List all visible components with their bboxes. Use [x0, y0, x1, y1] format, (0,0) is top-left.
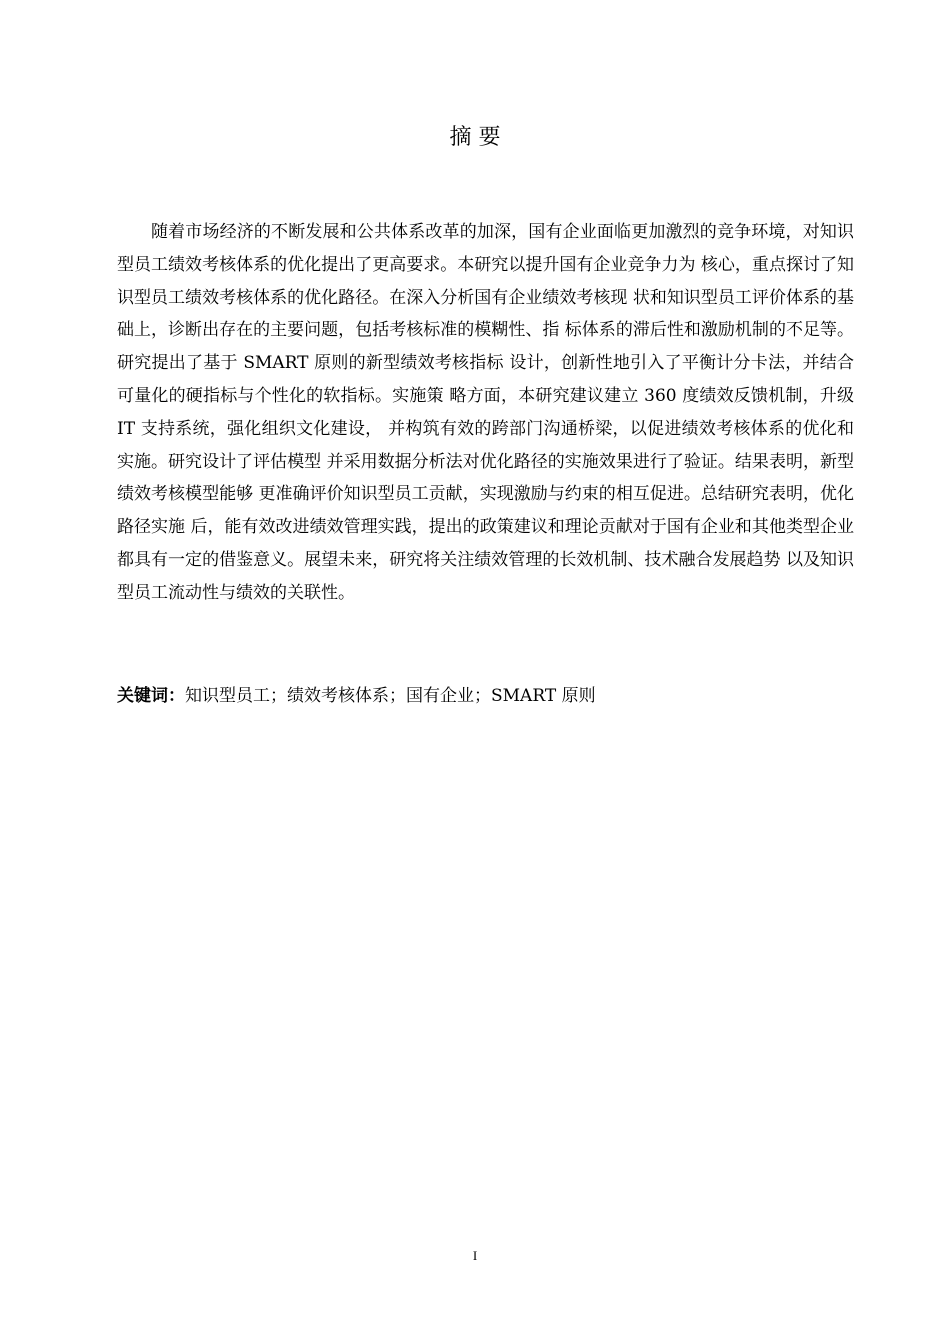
keywords-line	[117, 680, 854, 712]
keywords-label: 关键词：	[117, 686, 185, 706]
page-title: 摘 要	[449, 125, 501, 150]
page-number: I	[472, 1248, 478, 1263]
keywords-text: 知识型员工；绩效考核体系；国有企业；SMART 原则	[185, 686, 596, 706]
abstract-body	[117, 216, 854, 610]
abstract-paragraph: 随着市场经济的不断发展和公共体系改革的加深，国有企业面临更加激烈的竞争环境，对知识型员工绩效考核体系的优化提出了更高要求。本研究以提升国有企业竞争力为 核心，重点探讨了知识型员工绩效考核体系的优化路径。在深入分析国有企业绩效考核现 状和知识型员工评价体系的基础上，诊断出存在的主要问题，包括考核标准的模糊性、指 标体系的滞后性和激励机制的不足等。研究提出了基于 SMART 原则的新型绩效考核指标 设计，创新性地引入了平衡计分卡法，并结合可量化的硬指标与个性化的软指标。实施策 略方面，本研究建议建立 360 度绩效反馈机制，升级 IT 支持系统，强化组织文化建设， 并构筑有效的跨部门沟通桥梁，以促进绩效考核体系的优化和实施。研究设计了评估模型 并采用数据分析法对优化路径的实施效果进行了验证。结果表明，新型绩效考核模型能够 更准确评价知识型员工贡献，实现激励与约束的相互促进。总结研究表明，优化路径实施 后，能有效改进绩效管理实践，提出的政策建议和理论贡献对于国有企业和其他类型企业 都具有一定的借鉴意义。展望未来，研究将关注绩效管理的长效机制、技术融合发展趋势 以及知识型员工流动性与绩效的关联性。	[117, 222, 854, 603]
